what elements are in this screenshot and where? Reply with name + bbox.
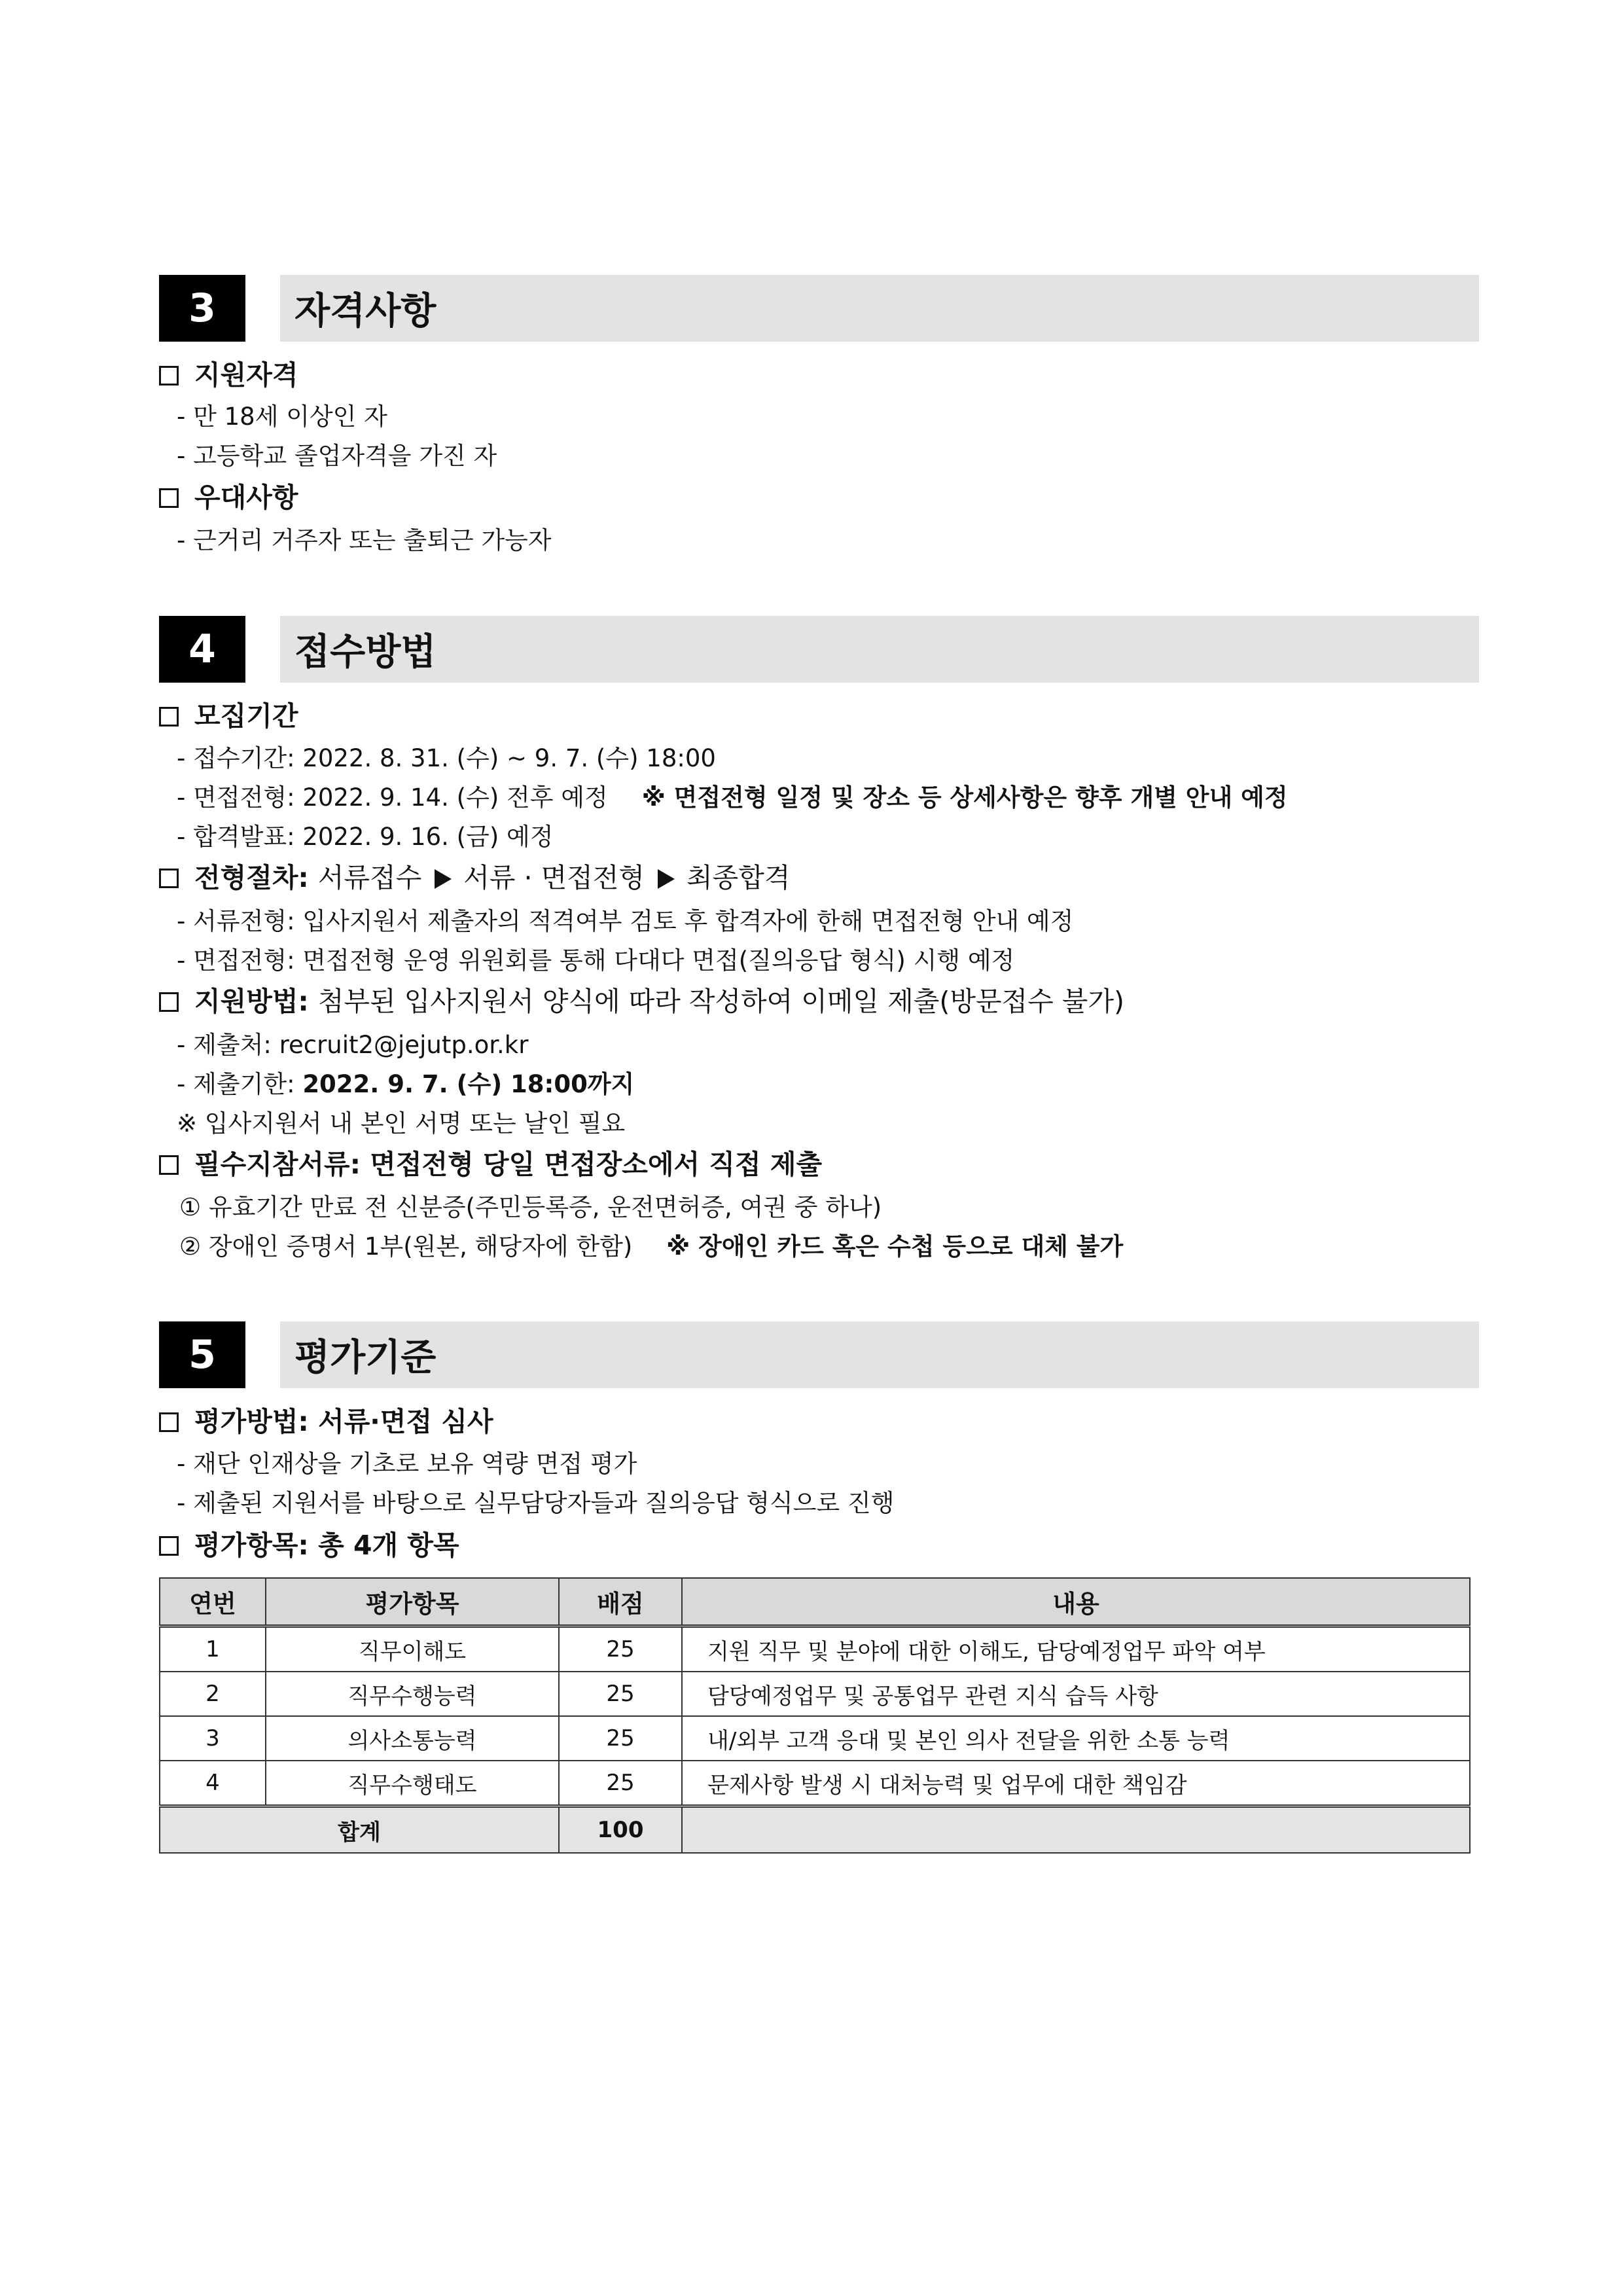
checkbox-icon: [159, 1412, 179, 1432]
total-score: 100: [559, 1806, 682, 1854]
checkbox-icon: [159, 1155, 179, 1175]
table-cell: 2: [160, 1672, 266, 1716]
deadline-value: 2022. 9. 7. (수) 18:00까지: [302, 1070, 635, 1098]
section-title: 자격사항: [280, 275, 1479, 342]
table-cell: 25: [559, 1672, 682, 1716]
table-cell: 문제사항 발생 시 대처능력 및 업무에 대한 책임감: [682, 1761, 1470, 1806]
list-item: - 제출처: recruit2@jejutp.or.kr: [177, 1031, 529, 1059]
list-item: ② 장애인 증명서 1부(원본, 해당자에 한함) ※ 장애인 카드 혹은 수첩 등으로 대체 불가: [179, 1232, 1124, 1261]
selection-process: 전형절차: 서류접수 서류 · 면접전형 최종합격: [159, 861, 790, 895]
checkbox-icon: [159, 366, 179, 386]
section-number: 4: [159, 616, 245, 683]
table-cell: 25: [559, 1761, 682, 1806]
evaluation-method-heading: 평가방법: 서류·면접 심사: [159, 1405, 493, 1439]
total-desc: [682, 1806, 1470, 1854]
table-row: [160, 1626, 1470, 1672]
arrow-right-icon: [435, 869, 452, 889]
disability-note: ※ 장애인 카드 혹은 수첩 등으로 대체 불가: [666, 1232, 1124, 1261]
table-row: [160, 1761, 1470, 1806]
list-item: - 면접전형: 2022. 9. 14. (수) 전후 예정 ※ 면접전형 일정 및 장소 등 상세사항은 향후 개별 안내 예정: [177, 783, 1288, 812]
list-item: - 접수기간: 2022. 8. 31. (수) ~ 9. 7. (수) 18:00: [177, 744, 716, 772]
list-item: - 근거리 거주자 또는 출퇴근 가능자: [177, 526, 552, 554]
table-cell: 내/외부 고객 응대 및 본인 의사 전달을 위한 소통 능력: [682, 1716, 1470, 1761]
section-number: 5: [159, 1321, 245, 1388]
table-cell: 4: [160, 1761, 266, 1806]
checkbox-icon: [159, 1536, 179, 1556]
list-item: - 만 18세 이상인 자: [177, 403, 387, 431]
list-item: - 제출기한: 2022. 9. 7. (수) 18:00까지: [177, 1070, 635, 1098]
list-item: - 면접전형: 면접전형 운영 위원회를 통해 다대다 면접(질의응답 형식) 시행 예정: [177, 946, 1015, 975]
table-cell: 3: [160, 1716, 266, 1761]
preference-heading: 우대사항: [159, 480, 298, 514]
signature-note: ※ 입사지원서 내 본인 서명 또는 날인 필요: [177, 1109, 626, 1138]
application-method: 지원방법: 첨부된 입사지원서 양식에 따라 작성하여 이메일 제출(방문접수 불가): [159, 984, 1124, 1018]
table-cell: 직무수행능력: [266, 1672, 559, 1716]
interview-note: ※ 면접전형 일정 및 장소 등 상세사항은 향후 개별 안내 예정: [641, 783, 1288, 812]
table-cell: 25: [559, 1626, 682, 1672]
table-total-row: [160, 1806, 1470, 1854]
table-cell: 1: [160, 1626, 266, 1672]
arrow-right-icon: [658, 869, 675, 889]
table-cell: 의사소통능력: [266, 1716, 559, 1761]
column-header: 배점: [559, 1578, 682, 1626]
table-cell: 25: [559, 1716, 682, 1761]
list-item: - 제출된 지원서를 바탕으로 실무담당자들과 질의응답 형식으로 진행: [177, 1489, 895, 1517]
qualification-heading: 지원자격: [159, 358, 298, 392]
checkbox-icon: [159, 869, 179, 888]
section-4-header: [159, 616, 1479, 683]
table-cell: 지원 직무 및 분야에 대한 이해도, 담당예정업무 파악 여부: [682, 1626, 1470, 1672]
column-header: 연번: [160, 1578, 266, 1626]
section-title: 접수방법: [280, 616, 1479, 683]
table-cell: 담당예정업무 및 공통업무 관련 지식 습득 사항: [682, 1672, 1470, 1716]
table-row: [160, 1672, 1470, 1716]
table-cell: 직무수행태도: [266, 1761, 559, 1806]
checkbox-icon: [159, 488, 179, 508]
section-number: 3: [159, 275, 245, 342]
checkbox-icon: [159, 707, 179, 726]
table-cell: 직무이해도: [266, 1626, 559, 1672]
list-item: - 합격발표: 2022. 9. 16. (금) 예정: [177, 823, 554, 851]
evaluation-table: [159, 1577, 1471, 1854]
section-3-header: [159, 275, 1479, 342]
table-row: [160, 1716, 1470, 1761]
list-item: - 고등학교 졸업자격을 가진 자: [177, 442, 497, 470]
column-header: 평가항목: [266, 1578, 559, 1626]
list-item: ① 유효기간 만료 전 신분증(주민등록증, 운전면허증, 여권 중 하나): [179, 1193, 882, 1221]
required-documents-heading: 필수지참서류: 면접전형 당일 면접장소에서 직접 제출: [159, 1147, 822, 1181]
table-header-row: [160, 1578, 1470, 1626]
list-item: - 서류전형: 입사지원서 제출자의 적격여부 검토 후 합격자에 한해 면접전형 안내 예정: [177, 907, 1074, 935]
column-header: 내용: [682, 1578, 1470, 1626]
section-title: 평가기준: [280, 1321, 1479, 1388]
recruitment-period-heading: 모집기간: [159, 699, 298, 733]
section-5-header: [159, 1321, 1479, 1388]
list-item: - 재단 인재상을 기초로 보유 역량 면접 평가: [177, 1450, 637, 1478]
evaluation-items-heading: 평가항목: 총 4개 항목: [159, 1528, 459, 1562]
total-label: 합계: [160, 1806, 559, 1854]
checkbox-icon: [159, 992, 179, 1012]
